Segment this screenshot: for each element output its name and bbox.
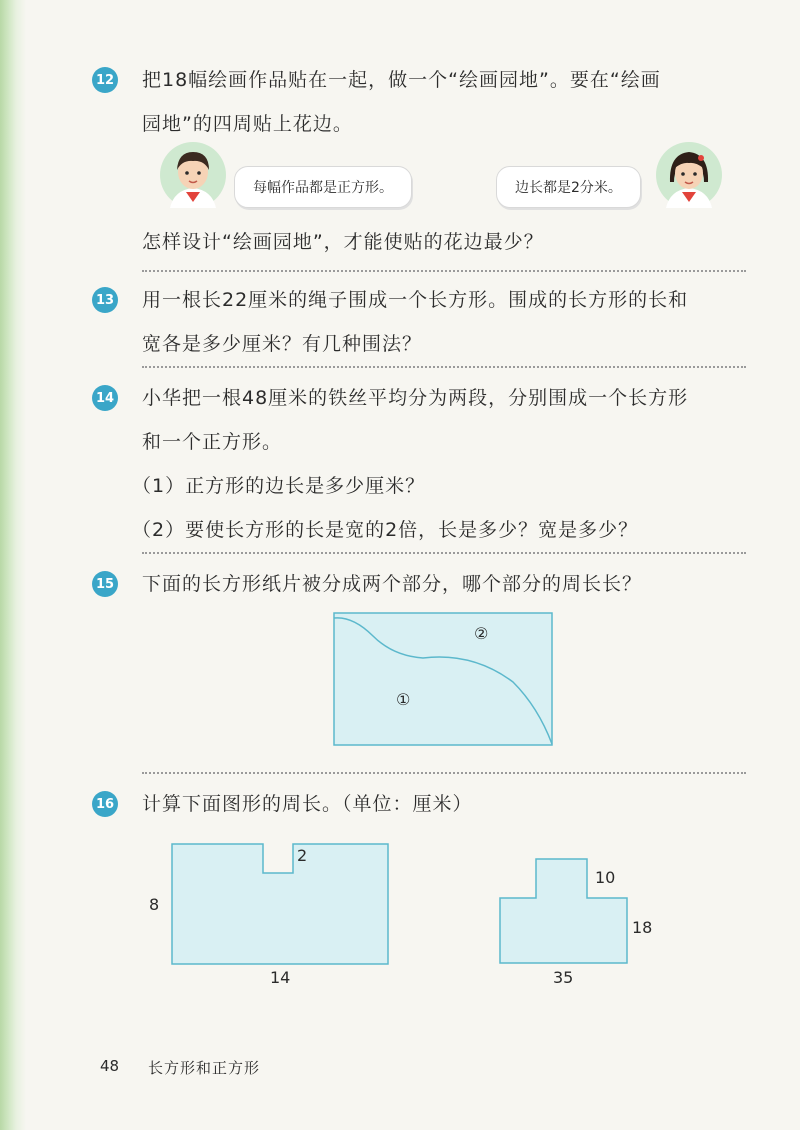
fig1-width-label: 14 bbox=[270, 968, 291, 987]
section-divider bbox=[142, 552, 746, 554]
boy-avatar bbox=[160, 142, 226, 208]
chapter-title: 长方形和正方形 bbox=[148, 1059, 261, 1077]
problem-number-badge: 14 bbox=[92, 385, 118, 411]
problem-15-line-1: 下面的长方形纸片被分成两个部分，哪个部分的周长长？ bbox=[142, 573, 643, 595]
problem-number-badge: 16 bbox=[92, 791, 118, 817]
problem-14-line-1: 小华把一根48厘米的铁丝平均分为两段，分别围成一个长方形 bbox=[142, 387, 689, 409]
part-2-label: ② bbox=[474, 624, 489, 643]
problem-12-line-2: 园地”的四周贴上花边。 bbox=[142, 113, 353, 135]
problem-13-line-2: 宽各是多少厘米？有几种围法？ bbox=[142, 333, 423, 355]
fig1-notch-label: 2 bbox=[297, 846, 308, 865]
part-1-label: ① bbox=[396, 690, 411, 709]
girl-avatar bbox=[656, 142, 722, 208]
divided-rectangle-figure bbox=[333, 612, 553, 746]
problem-14-line-2: 和一个正方形。 bbox=[142, 431, 283, 453]
speech-bubble-left: 每幅作品都是正方形。 bbox=[234, 166, 412, 208]
section-divider bbox=[142, 270, 746, 272]
fig2-right-label: 18 bbox=[632, 918, 653, 937]
problem-number-badge: 15 bbox=[92, 571, 118, 597]
problem-number-badge: 12 bbox=[92, 67, 118, 93]
speech-bubble-right: 边长都是2分米。 bbox=[496, 166, 641, 208]
problem-number-badge: 13 bbox=[92, 287, 118, 313]
problem-14-subquestion-2: （2）要使长方形的长是宽的2倍，长是多少？宽是多少？ bbox=[132, 519, 639, 541]
section-divider bbox=[142, 772, 746, 774]
section-divider bbox=[142, 366, 746, 368]
problem-13-line-1: 用一根长22厘米的绳子围成一个长方形。围成的长方形的长和 bbox=[142, 289, 689, 311]
problem-12-line-1: 把18幅绘画作品贴在一起，做一个“绘画园地”。要在“绘画 bbox=[142, 69, 661, 91]
fig2-top-label: 10 bbox=[595, 868, 616, 887]
notched-rectangle-figure bbox=[171, 843, 389, 965]
problem-12-question: 怎样设计“绘画园地”，才能使贴的花边最少？ bbox=[142, 231, 544, 253]
fig1-height-label: 8 bbox=[149, 895, 160, 914]
page-number: 48 bbox=[100, 1057, 120, 1075]
problem-14-subquestion-1: （1）正方形的边长是多少厘米？ bbox=[132, 475, 426, 497]
fig2-width-label: 35 bbox=[553, 968, 574, 987]
problem-16-line-1: 计算下面图形的周长。（单位：厘米） bbox=[142, 793, 473, 815]
